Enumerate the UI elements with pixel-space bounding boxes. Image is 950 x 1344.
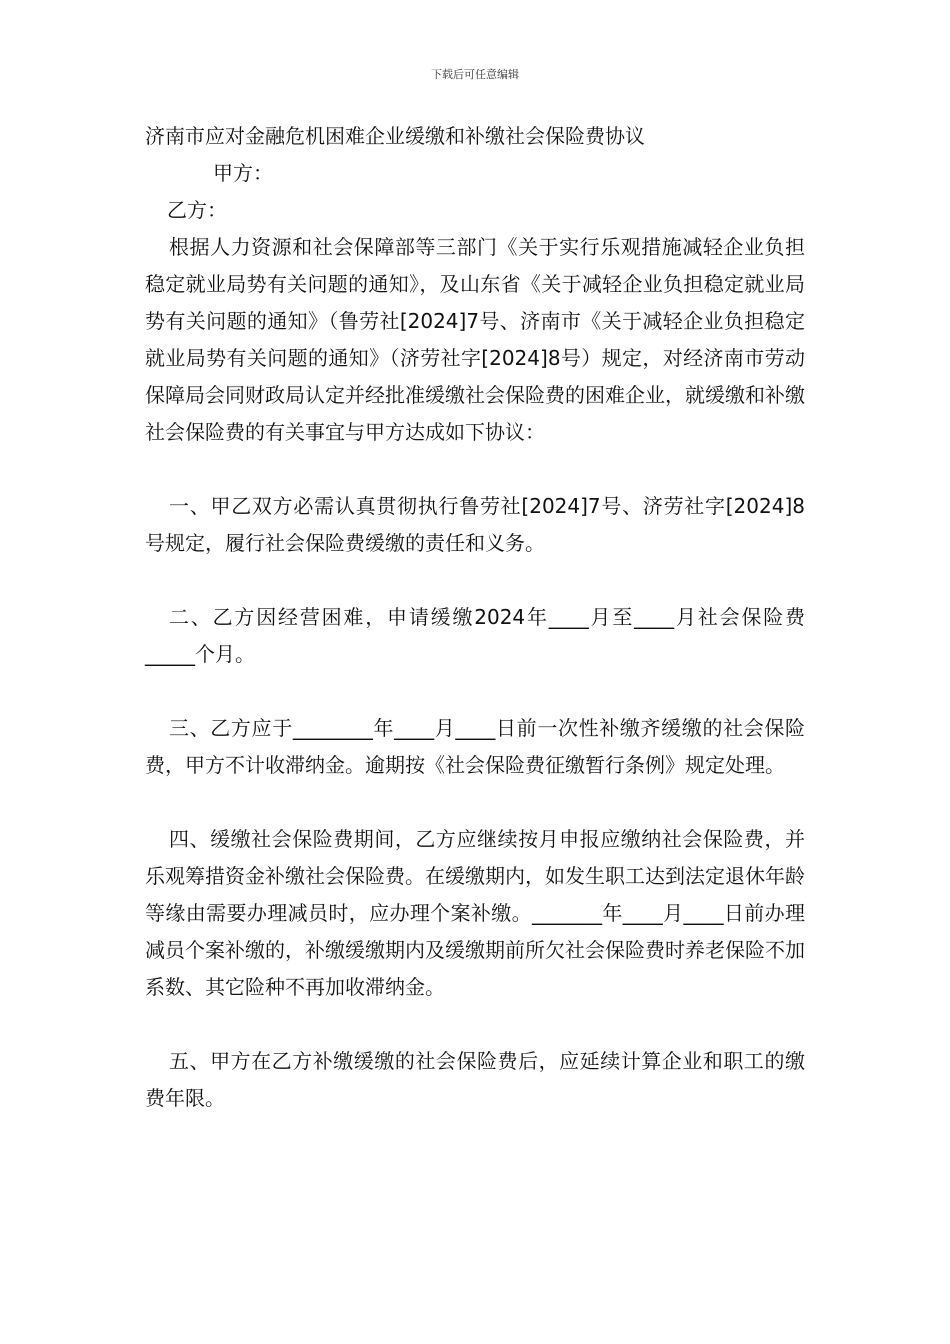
clause-5: 五、甲方在乙方补缴缓缴的社会保险费后，应延续计算企业和职工的缴费年限。 (145, 1049, 805, 1110)
document-body (145, 118, 805, 1117)
clause-2: 二、乙方因经营困难，申请缓缴2024年____月至____月社会保险费_____个月。 (145, 605, 805, 666)
party-b-label: 乙方： (167, 198, 227, 222)
header-note: 下载后可任意编辑 (431, 68, 519, 81)
clause-1: 一、甲乙双方必需认真贯彻执行鲁劳社[2024]7号、济劳社字[2024]8号规定，履行社会保险费缓缴的责任和义务。 (145, 494, 805, 555)
intro-paragraph: 根据人力资源和社会保障部等三部门《关于实行乐观措施减轻企业负担稳定就业局势有关问题的通知》，及山东省《关于减轻企业负担稳定就业局势有关问题的通知》（鲁劳社[2024]7号、济南市《关于减轻企业负担稳定就业局势有关问题的通知》（济劳社字[2024]8号）规定，对经济南市劳动保障局会同财政局认定并经批准缓缴社会保险费的困难企业，就缓缴和补缴社会保险费的有关事宜与甲方达成如下协议： (145, 235, 805, 444)
party-a-label: 甲方： (213, 161, 273, 185)
document-title: 济南市应对金融危机困难企业缓缴和补缴社会保险费协议 (145, 124, 645, 148)
clause-4: 四、缓缴社会保险费期间，乙方应继续按月申报应缴纳社会保险费，并乐观筹措资金补缴社会保险费。在缓缴期内，如发生职工达到法定退休年龄等缘由需要办理减员时，应办理个案补缴。_______年____月____日前办理减员个案补缴的，补缴缓缴期内及缓缴期前所欠社会保险费时养老保险不加系数、其它险种不再加收滞纳金。 (145, 827, 805, 999)
clause-3: 三、乙方应于________年____月____日前一次性补缴齐缓缴的社会保险费，甲方不计收滞纳金。逾期按《社会保险费征缴暂行条例》规定处理。 (145, 716, 805, 777)
